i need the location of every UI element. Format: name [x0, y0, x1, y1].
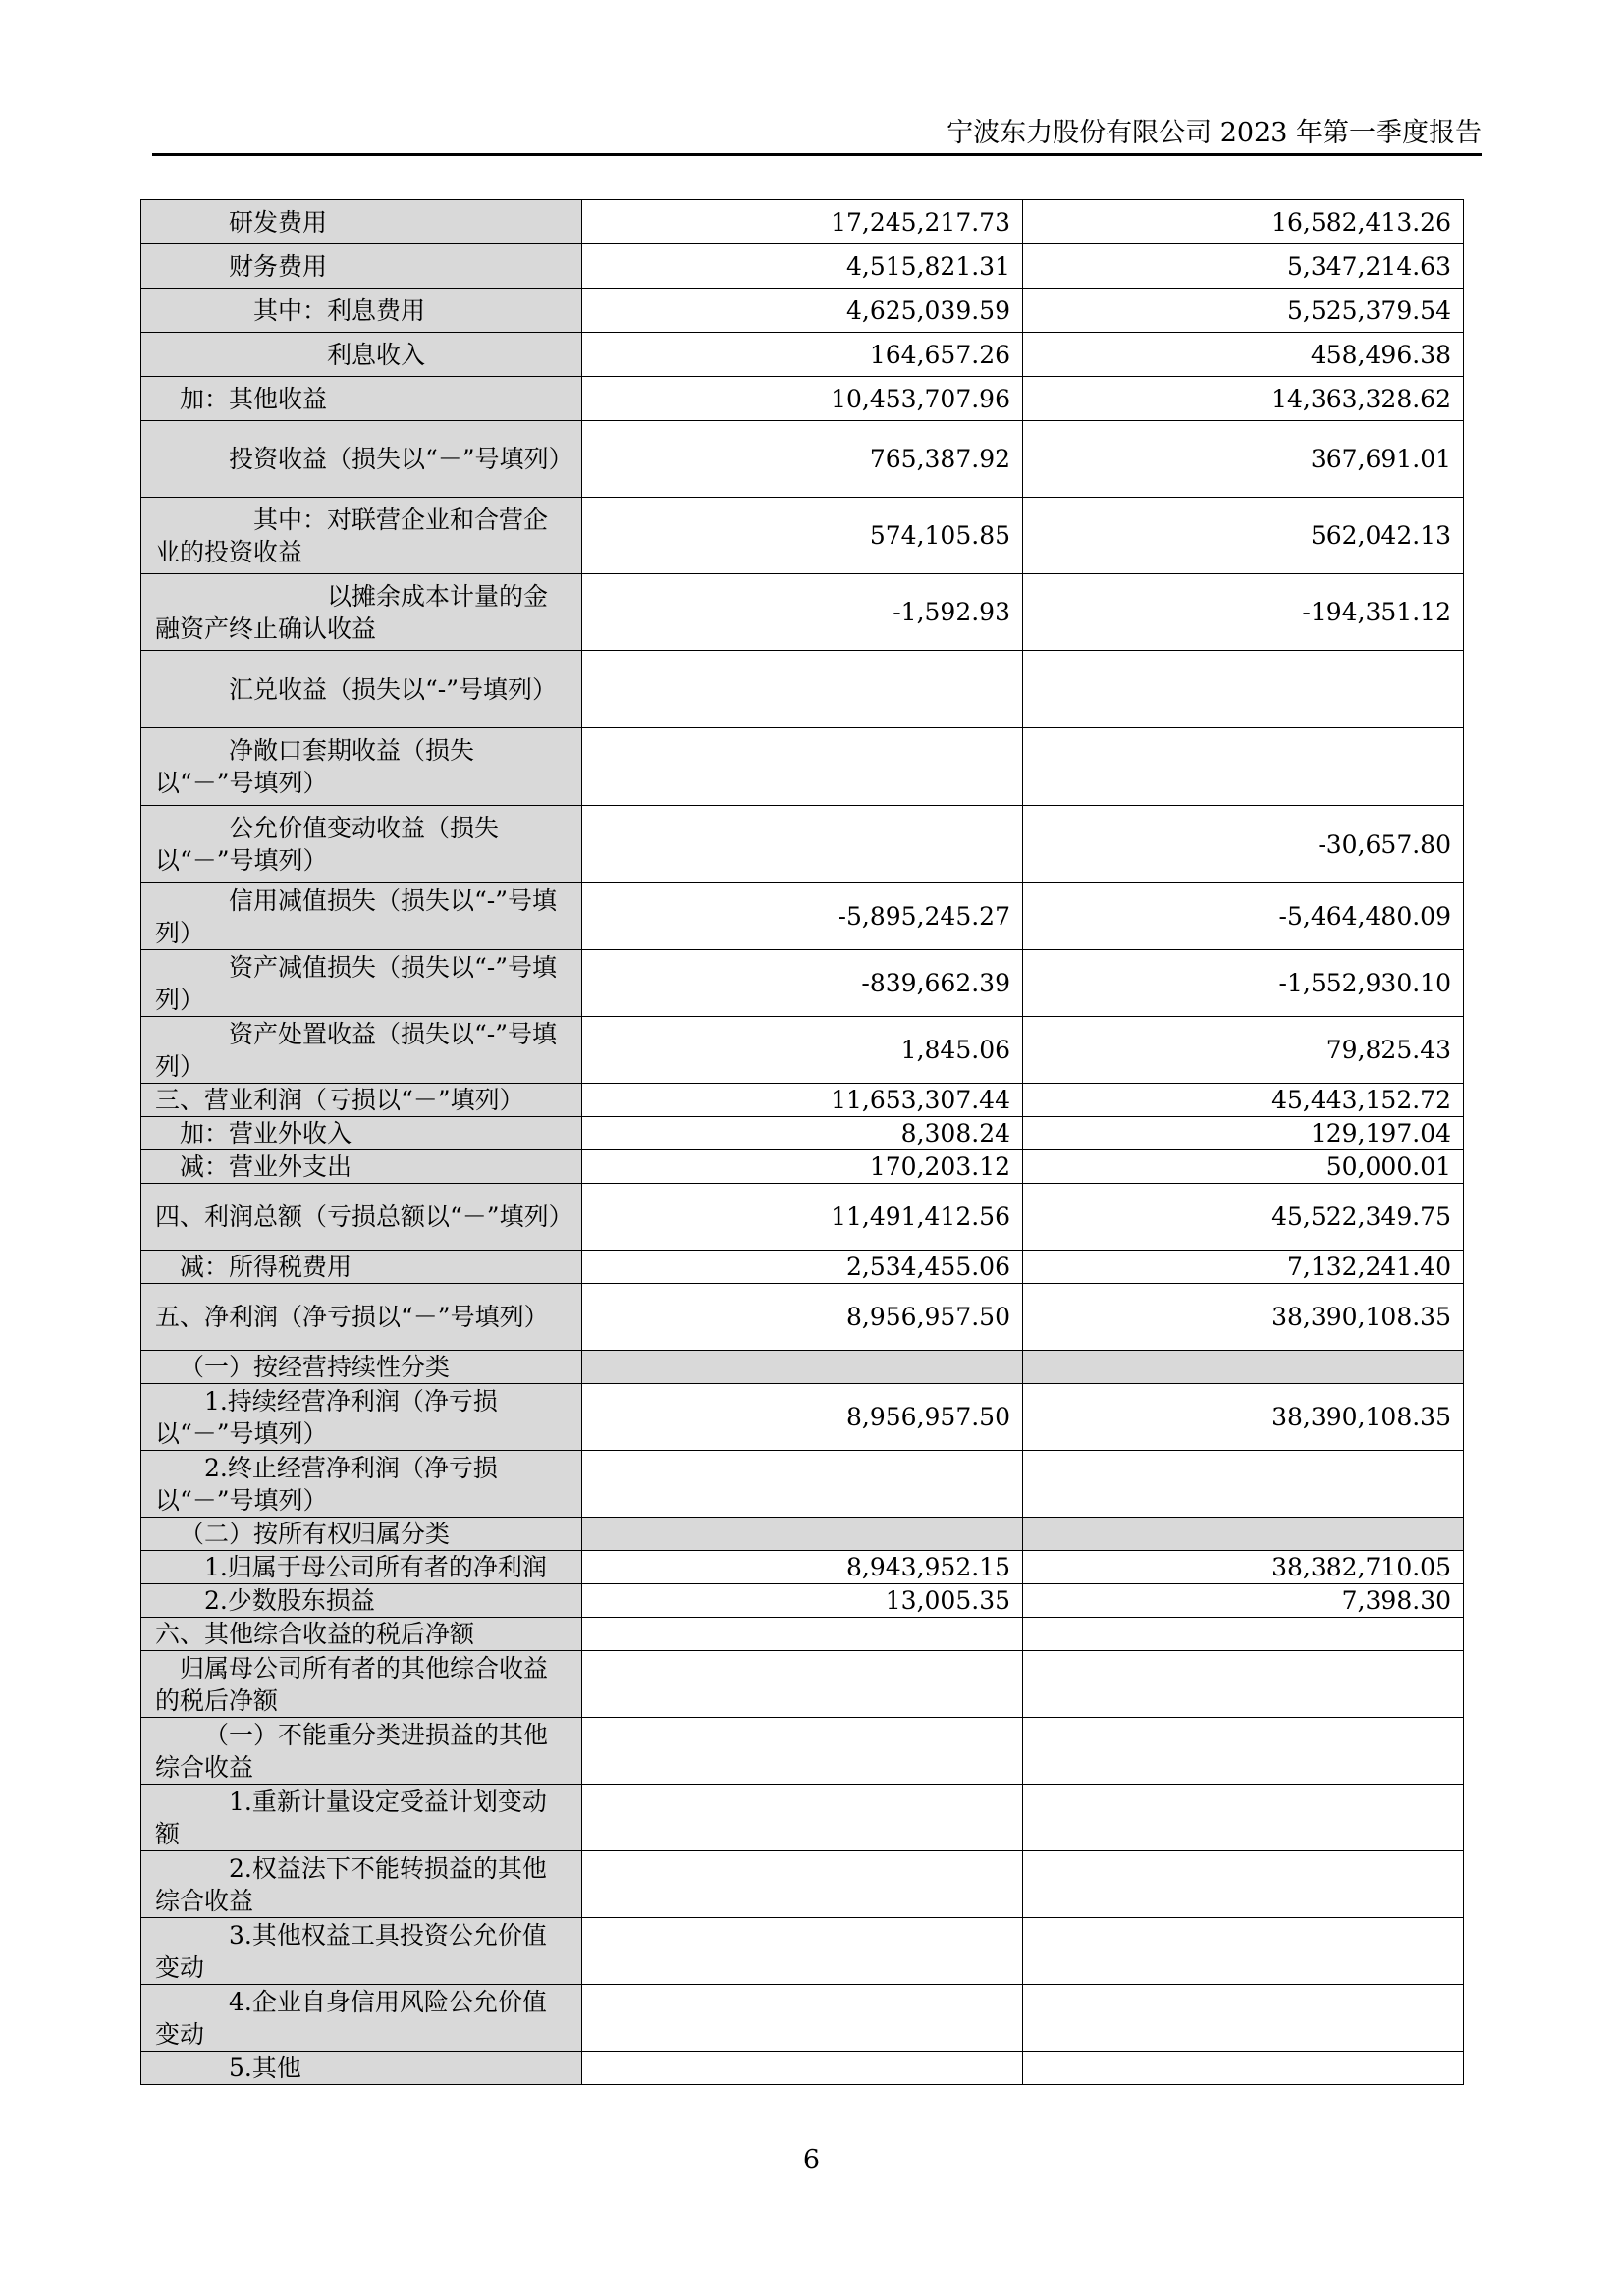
current-period-value	[582, 806, 1023, 883]
previous-period-value	[1023, 1785, 1464, 1851]
previous-period-value: 38,382,710.05	[1023, 1551, 1464, 1584]
table-row	[141, 728, 1464, 806]
table-row	[141, 1251, 1464, 1284]
current-period-value	[582, 1618, 1023, 1651]
current-period-value: 765,387.92	[582, 421, 1023, 498]
current-period-value: 13,005.35	[582, 1584, 1023, 1618]
table-row	[141, 421, 1464, 498]
current-period-value: 8,308.24	[582, 1117, 1023, 1150]
previous-period-value: 367,691.01	[1023, 421, 1464, 498]
row-label: 2.权益法下不能转损益的其他综合收益	[141, 1851, 582, 1918]
current-period-value	[582, 2052, 1023, 2085]
table-row	[141, 200, 1464, 244]
row-label: 四、利润总额（亏损总额以“－”填列）	[141, 1184, 582, 1251]
previous-period-value	[1023, 1985, 1464, 2052]
previous-period-value	[1023, 1518, 1464, 1551]
previous-period-value: 7,398.30	[1023, 1584, 1464, 1618]
report-title: 宁波东力股份有限公司 2023 年第一季度报告	[947, 118, 1482, 148]
table-row	[141, 883, 1464, 950]
table-row	[141, 244, 1464, 289]
current-period-value	[582, 1518, 1023, 1551]
table-row	[141, 377, 1464, 421]
row-label: 4.企业自身信用风险公允价值变动	[141, 1985, 582, 2052]
table-row	[141, 1651, 1464, 1718]
row-label: 减：营业外支出	[141, 1150, 582, 1184]
table-row	[141, 651, 1464, 728]
current-period-value: 8,943,952.15	[582, 1551, 1023, 1584]
previous-period-value: 562,042.13	[1023, 498, 1464, 574]
row-label: （二）按所有权归属分类	[141, 1518, 582, 1551]
table-row	[141, 574, 1464, 651]
previous-period-value: -194,351.12	[1023, 574, 1464, 651]
current-period-value: 17,245,217.73	[582, 200, 1023, 244]
table-row	[141, 1918, 1464, 1985]
row-label: 3.其他权益工具投资公允价值变动	[141, 1918, 582, 1985]
previous-period-value: 79,825.43	[1023, 1017, 1464, 1084]
table-row	[141, 1785, 1464, 1851]
table-row	[141, 1584, 1464, 1618]
table-row	[141, 1117, 1464, 1150]
row-label: 加：其他收益	[141, 377, 582, 421]
previous-period-value	[1023, 1851, 1464, 1918]
row-label: 2.终止经营净利润（净亏损以“－”号填列）	[141, 1451, 582, 1518]
table-row	[141, 2052, 1464, 2085]
current-period-value	[582, 651, 1023, 728]
table-row	[141, 950, 1464, 1017]
previous-period-value	[1023, 1351, 1464, 1384]
previous-period-value: 458,496.38	[1023, 333, 1464, 377]
row-label: 公允价值变动收益（损失以“－”号填列）	[141, 806, 582, 883]
row-label: 其中：对联营企业和合营企业的投资收益	[141, 498, 582, 574]
row-label: 三、营业利润（亏损以“－”填列）	[141, 1084, 582, 1117]
previous-period-value: -1,552,930.10	[1023, 950, 1464, 1017]
previous-period-value: 5,525,379.54	[1023, 289, 1464, 333]
previous-period-value: -5,464,480.09	[1023, 883, 1464, 950]
table-row	[141, 1351, 1464, 1384]
current-period-value: 11,653,307.44	[582, 1084, 1023, 1117]
row-label: 减：所得税费用	[141, 1251, 582, 1284]
table-row	[141, 1184, 1464, 1251]
previous-period-value	[1023, 1718, 1464, 1785]
row-label: 1.归属于母公司所有者的净利润	[141, 1551, 582, 1584]
current-period-value: 8,956,957.50	[582, 1384, 1023, 1451]
table-row	[141, 1718, 1464, 1785]
table-row	[141, 806, 1464, 883]
current-period-value: 4,515,821.31	[582, 244, 1023, 289]
previous-period-value	[1023, 651, 1464, 728]
current-period-value	[582, 1851, 1023, 1918]
current-period-value: -839,662.39	[582, 950, 1023, 1017]
previous-period-value	[1023, 1918, 1464, 1985]
current-period-value: 11,491,412.56	[582, 1184, 1023, 1251]
current-period-value	[582, 1351, 1023, 1384]
previous-period-value: 14,363,328.62	[1023, 377, 1464, 421]
current-period-value	[582, 1718, 1023, 1785]
table-row	[141, 1551, 1464, 1584]
row-label: 信用减值损失（损失以“-”号填列）	[141, 883, 582, 950]
previous-period-value: -30,657.80	[1023, 806, 1464, 883]
table-row	[141, 1084, 1464, 1117]
row-label: 归属母公司所有者的其他综合收益的税后净额	[141, 1651, 582, 1718]
row-label: 资产减值损失（损失以“-”号填列）	[141, 950, 582, 1017]
row-label: （一）不能重分类进损益的其他综合收益	[141, 1718, 582, 1785]
income-statement-rows	[141, 200, 1464, 2085]
table-row	[141, 498, 1464, 574]
table-row	[141, 1150, 1464, 1184]
table-row	[141, 1017, 1464, 1084]
previous-period-value: 7,132,241.40	[1023, 1251, 1464, 1284]
income-statement-table	[140, 199, 1464, 2085]
current-period-value: 2,534,455.06	[582, 1251, 1023, 1284]
previous-period-value	[1023, 728, 1464, 806]
previous-period-value: 129,197.04	[1023, 1117, 1464, 1150]
row-label: 投资收益（损失以“－”号填列）	[141, 421, 582, 498]
table-row	[141, 333, 1464, 377]
row-label: 五、净利润（净亏损以“－”号填列）	[141, 1284, 582, 1351]
page-header	[152, 116, 1482, 156]
table-row	[141, 1618, 1464, 1651]
row-label: 以摊余成本计量的金融资产终止确认收益	[141, 574, 582, 651]
current-period-value	[582, 728, 1023, 806]
current-period-value	[582, 1451, 1023, 1518]
row-label: 利息收入	[141, 333, 582, 377]
row-label: 2.少数股东损益	[141, 1584, 582, 1618]
row-label: 其中：利息费用	[141, 289, 582, 333]
row-label: （一）按经营持续性分类	[141, 1351, 582, 1384]
current-period-value: 170,203.12	[582, 1150, 1023, 1184]
previous-period-value: 16,582,413.26	[1023, 200, 1464, 244]
previous-period-value: 50,000.01	[1023, 1150, 1464, 1184]
row-label: 5.其他	[141, 2052, 582, 2085]
current-period-value: 164,657.26	[582, 333, 1023, 377]
current-period-value	[582, 1918, 1023, 1985]
current-period-value: 574,105.85	[582, 498, 1023, 574]
row-label: 资产处置收益（损失以“-”号填列）	[141, 1017, 582, 1084]
table-row	[141, 1384, 1464, 1451]
current-period-value	[582, 1651, 1023, 1718]
previous-period-value	[1023, 1451, 1464, 1518]
table-row	[141, 1518, 1464, 1551]
current-period-value: 1,845.06	[582, 1017, 1023, 1084]
previous-period-value: 5,347,214.63	[1023, 244, 1464, 289]
current-period-value: -1,592.93	[582, 574, 1023, 651]
page-number: 6	[802, 2145, 821, 2175]
table-row	[141, 1985, 1464, 2052]
row-label: 加：营业外收入	[141, 1117, 582, 1150]
row-label: 六、其他综合收益的税后净额	[141, 1618, 582, 1651]
current-period-value: 8,956,957.50	[582, 1284, 1023, 1351]
previous-period-value	[1023, 2052, 1464, 2085]
current-period-value	[582, 1985, 1023, 2052]
previous-period-value	[1023, 1651, 1464, 1718]
row-label: 研发费用	[141, 200, 582, 244]
table-row	[141, 1851, 1464, 1918]
current-period-value: 10,453,707.96	[582, 377, 1023, 421]
current-period-value	[582, 1785, 1023, 1851]
table-row	[141, 1284, 1464, 1351]
table-row	[141, 289, 1464, 333]
previous-period-value: 45,443,152.72	[1023, 1084, 1464, 1117]
previous-period-value	[1023, 1618, 1464, 1651]
previous-period-value: 38,390,108.35	[1023, 1284, 1464, 1351]
table-row	[141, 1451, 1464, 1518]
previous-period-value: 38,390,108.35	[1023, 1384, 1464, 1451]
row-label: 汇兑收益（损失以“-”号填列）	[141, 651, 582, 728]
row-label: 1.重新计量设定受益计划变动额	[141, 1785, 582, 1851]
row-label: 财务费用	[141, 244, 582, 289]
previous-period-value: 45,522,349.75	[1023, 1184, 1464, 1251]
row-label: 净敞口套期收益（损失以“－”号填列）	[141, 728, 582, 806]
current-period-value: 4,625,039.59	[582, 289, 1023, 333]
row-label: 1.持续经营净利润（净亏损以“－”号填列）	[141, 1384, 582, 1451]
current-period-value: -5,895,245.27	[582, 883, 1023, 950]
